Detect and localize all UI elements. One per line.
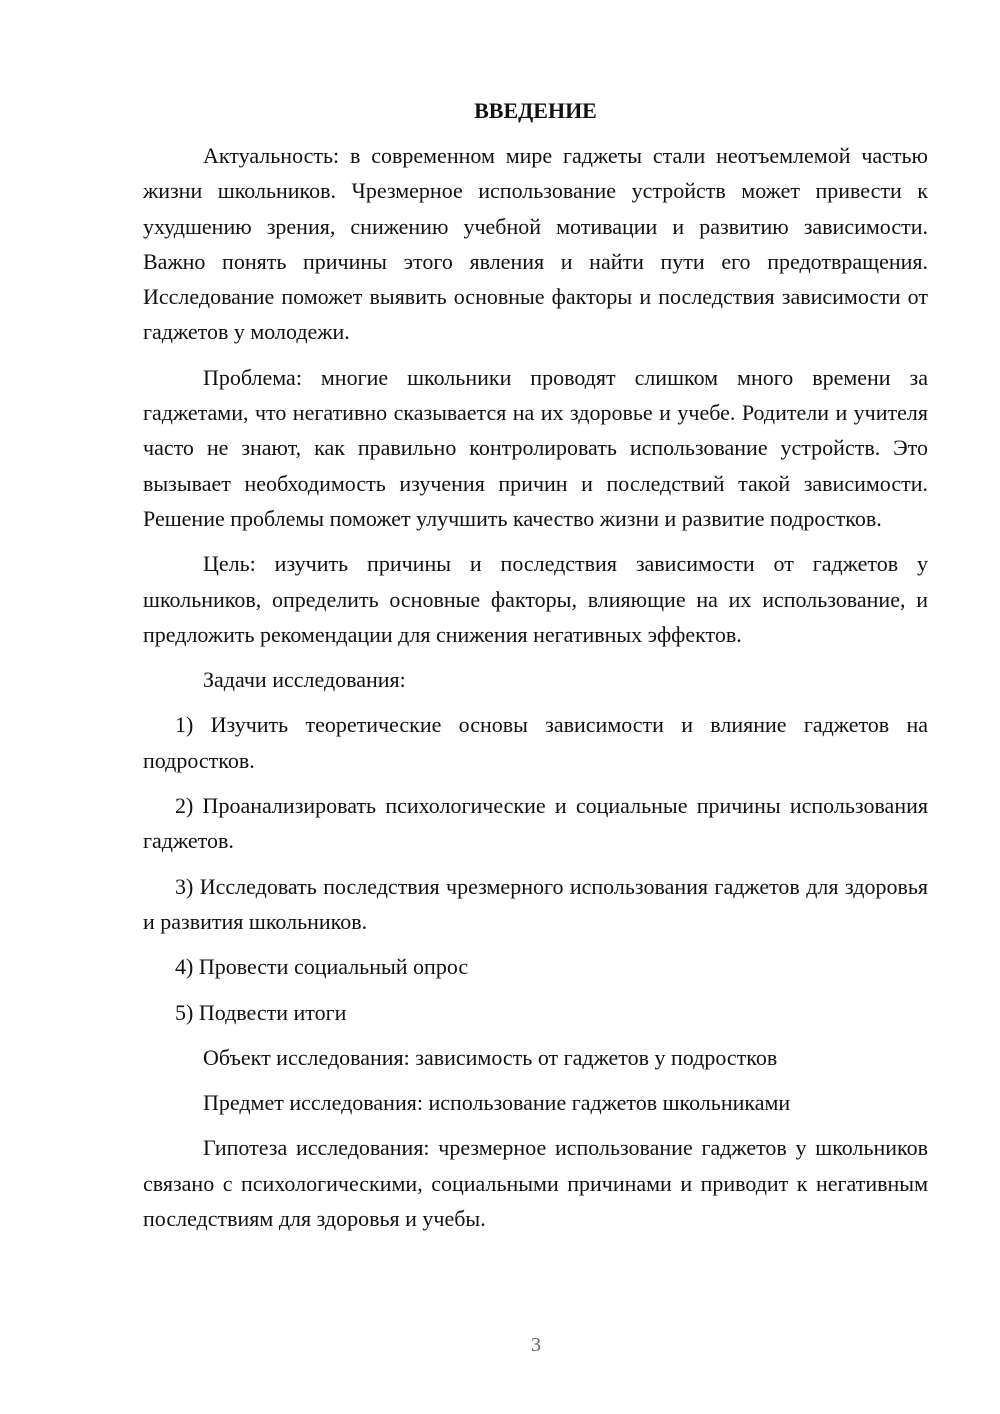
task-item-5: 5) Подвести итоги bbox=[175, 999, 347, 1025]
section-title: ВВЕДЕНИЕ bbox=[474, 98, 597, 123]
research-subject: Предмет исследования: использование гаджетов школьниками bbox=[203, 1090, 791, 1116]
page-content bbox=[143, 96, 928, 1246]
task-item-1: 1) Изучить теоретические основы зависимости и влияние гаджетов на подростков. bbox=[143, 712, 928, 773]
paragraph-relevance: Актуальность: в современном мире гаджеты стали неотъемлемой частью жизни школьников. Чрезмерное использование устройств может привести к ухудшению зрения, снижению учебной мотивации и развитию зависимости. Важно понять причины этого явления и найти пути его предотвращения. Исследование поможет выявить основные факторы и последствия зависимости от гаджетов у молодежи. bbox=[143, 143, 928, 345]
task-item-2: 2) Проанализировать психологические и социальные причины использования гаджетов. bbox=[143, 793, 928, 854]
research-hypothesis: Гипотеза исследования: чрезмерное использование гаджетов у школьников связано с психологическими, социальными причинами и приводит к негативным последствиям для здоровья и учебы. bbox=[143, 1135, 928, 1232]
task-item-3: 3) Исследовать последствия чрезмерного использования гаджетов для здоровья и развития школьников. bbox=[143, 873, 928, 934]
paragraph-problem: Проблема: многие школьники проводят слишком много времени за гаджетами, что негативно сказывается на их здоровье и учебе. Родители и учителя часто не знают, как правильно контролировать использование устройств. Это вызывает необходимость изучения причин и последствий такой зависимости. Решение проблемы поможет улучшить качество жизни и развитие подростков. bbox=[143, 364, 928, 531]
page-number: 3 bbox=[531, 1334, 541, 1356]
tasks-heading: Задачи исследования: bbox=[203, 667, 406, 693]
task-item-4: 4) Провести социальный опрос bbox=[175, 954, 469, 980]
research-object: Объект исследования: зависимость от гаджетов у подростков bbox=[203, 1044, 778, 1070]
paragraph-goal: Цель: изучить причины и последствия зависимости от гаджетов у школьников, определить основные факторы, влияющие на их использование, и предложить рекомендации для снижения негативных эффектов. bbox=[143, 551, 928, 647]
